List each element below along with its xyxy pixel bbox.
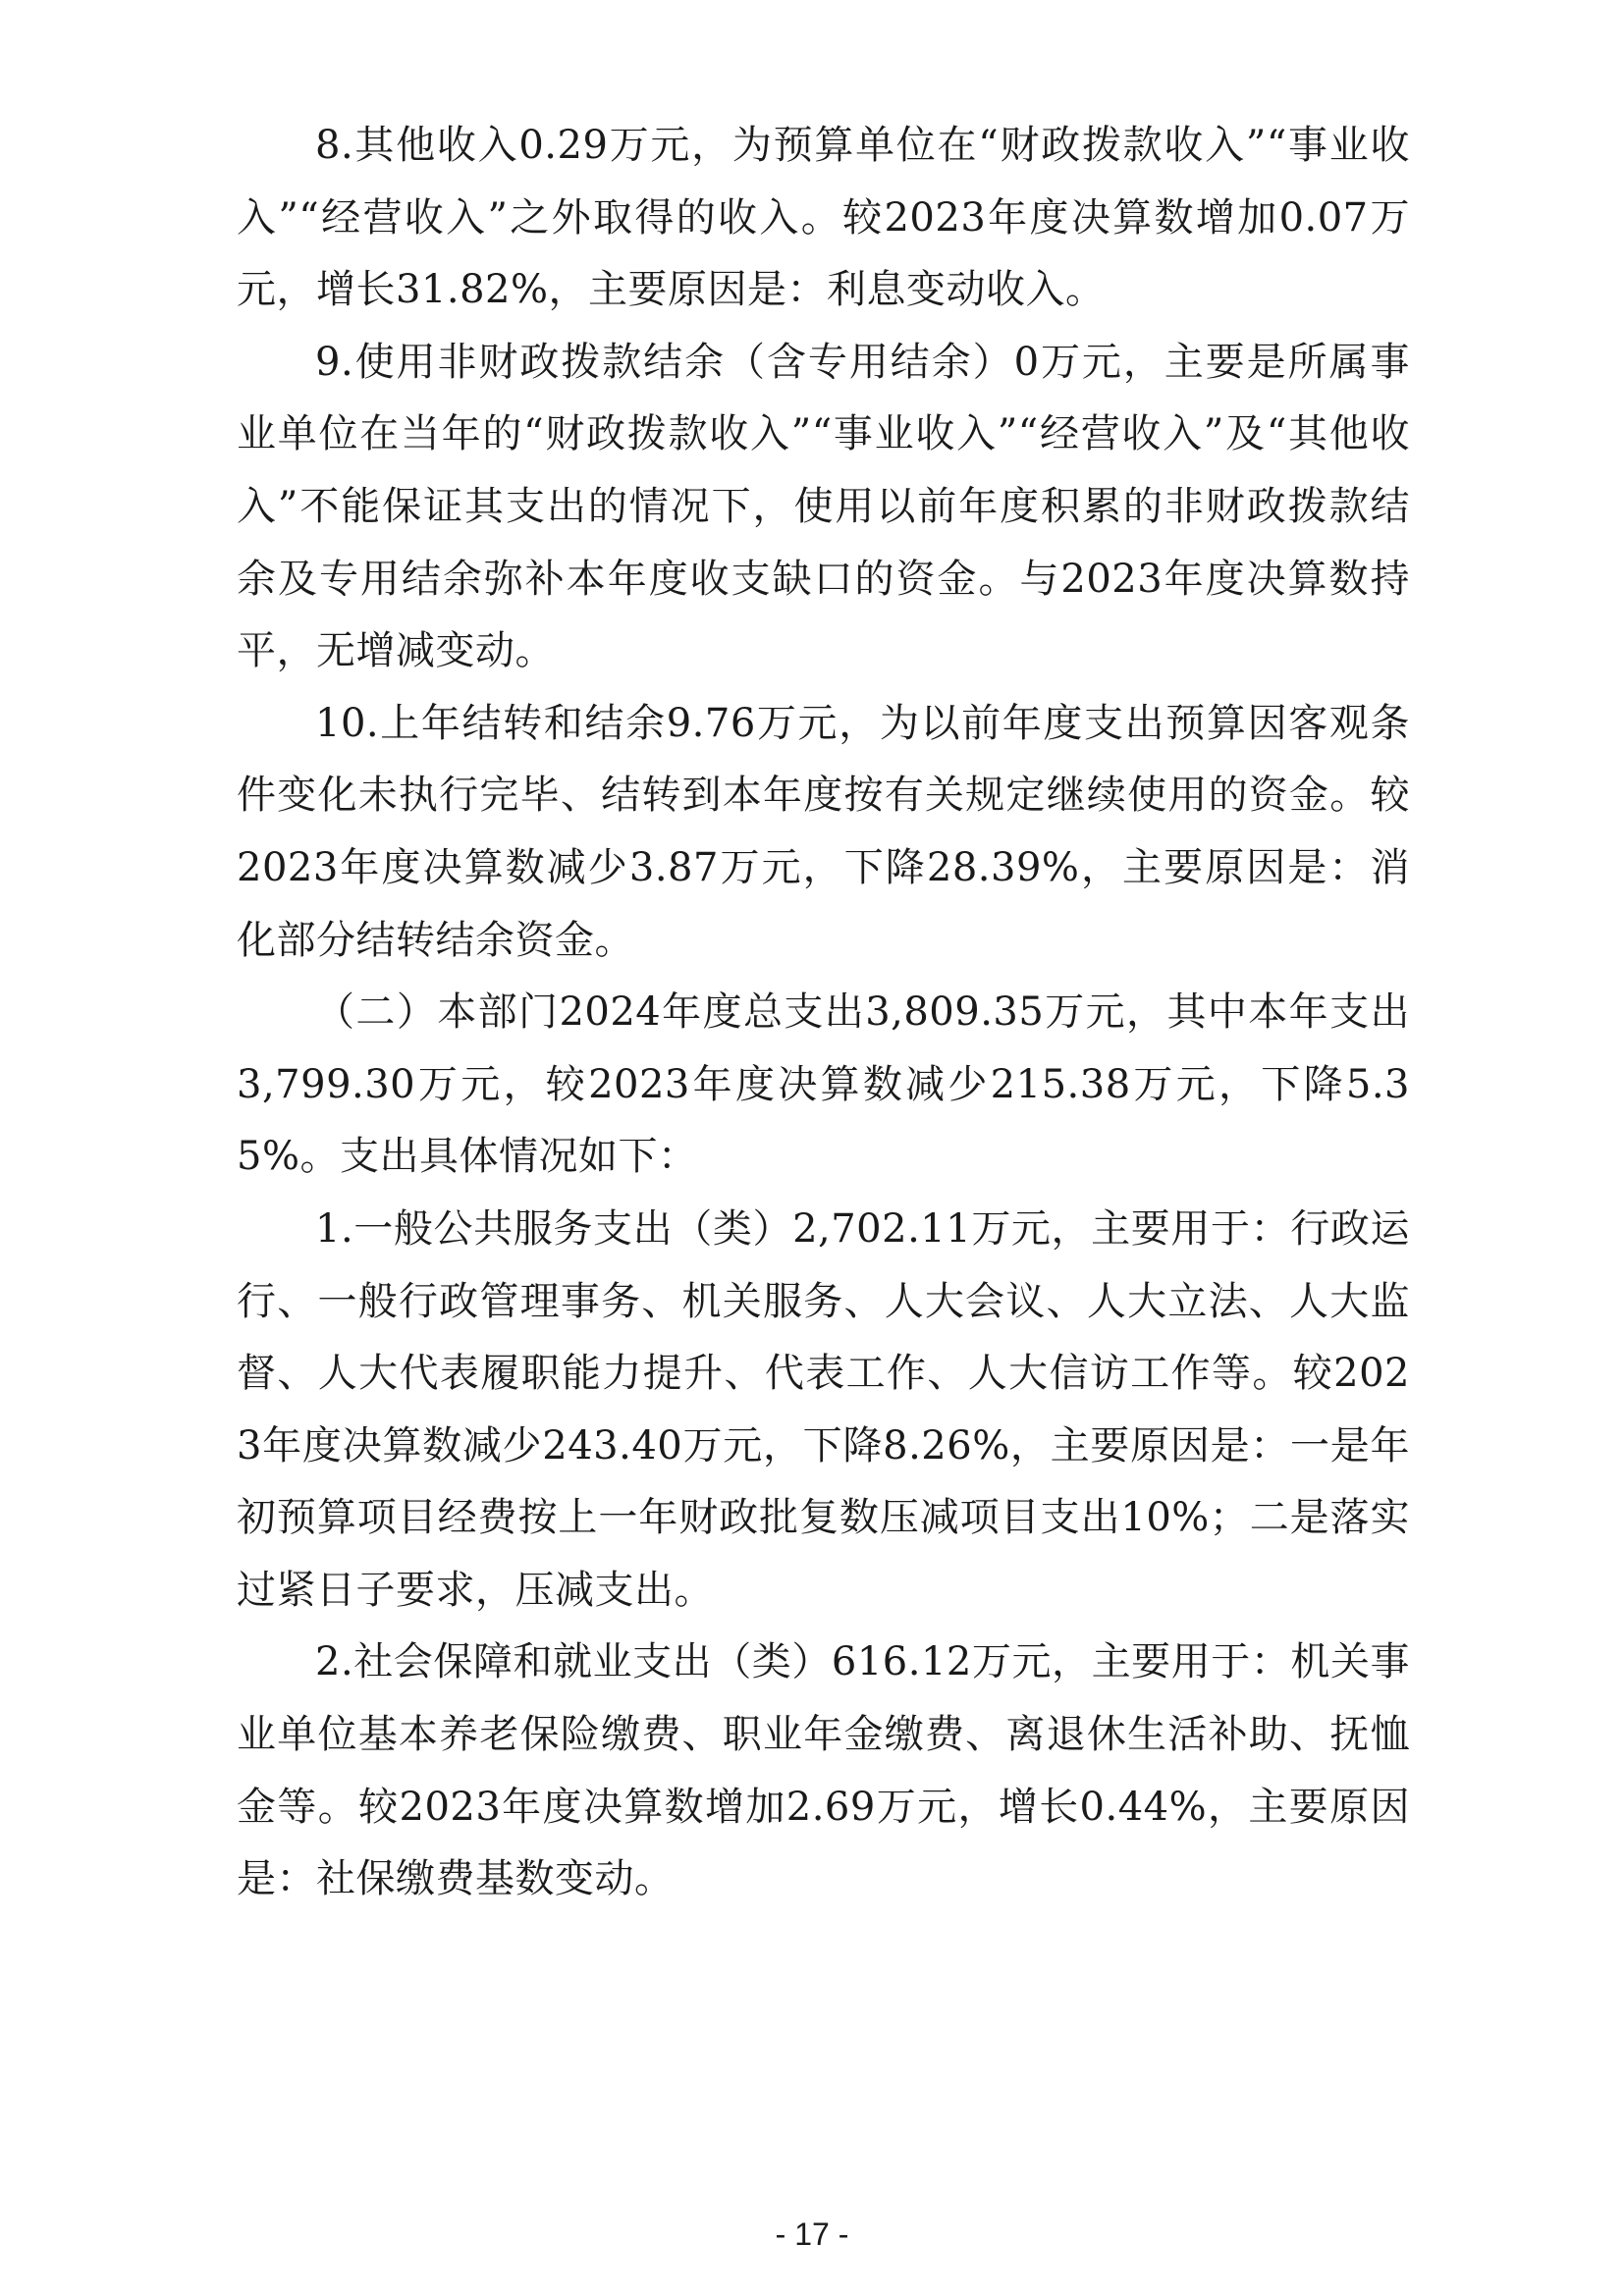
paragraph-non-fiscal-balance: 9.使用非财政拨款结余（含专用结余）0万元，主要是所属事业单位在当年的“财政拨款收入”“事业收入”“经营收入”及“其他收入”不能保证其支出的情况下，使用以前年度积累的非财政拨款结余及专用结余弥补本年度收支缺口的资金。与2023年度决算数持平，无增减变动。 [237,339,1410,674]
document-body [237,110,1410,1916]
paragraph-social-security: 2.社会保障和就业支出（类）616.12万元，主要用于：机关事业单位基本养老保险缴费、职业年金缴费、离退休生活补助、抚恤金等。较2023年度决算数增加2.69万元，增长0.44%，主要原因是：社保缴费基数变动。 [237,1639,1410,1902]
paragraph-general-public-services: 1.一般公共服务支出（类）2,702.11万元，主要用于：行政运行、一般行政管理事务、机关服务、人大会议、人大立法、人大监督、人大代表履职能力提升、代表工作、人大信访工作等。较2023年度决算数减少243.40万元，下降8.26%，主要原因是：一是年初预算项目经费按上一年财政批复数压减项目支出10%；二是落实过紧日子要求，压减支出。 [237,1205,1410,1613]
page-number: - 17 - [775,2216,849,2252]
paragraph-total-expenditure: （二）本部门2024年度总支出3,809.35万元，其中本年支出3,799.30万元，较2023年度决算数减少215.38万元，下降5.35%。支出具体情况如下： [237,989,1410,1180]
paragraph-carryover: 10.上年结转和结余9.76万元，为以前年度支出预算因客观条件变化未执行完毕、结转到本年度按有关规定继续使用的资金。较2023年度决算数减少3.87万元，下降28.39%，主要原因是：消化部分结转结余资金。 [237,700,1410,963]
paragraph-other-income: 8.其他收入0.29万元，为预算单位在“财政拨款收入”“事业收入”“经营收入”之外取得的收入。较2023年度决算数增加0.07万元，增长31.82%，主要原因是：利息变动收入。 [237,123,1410,313]
